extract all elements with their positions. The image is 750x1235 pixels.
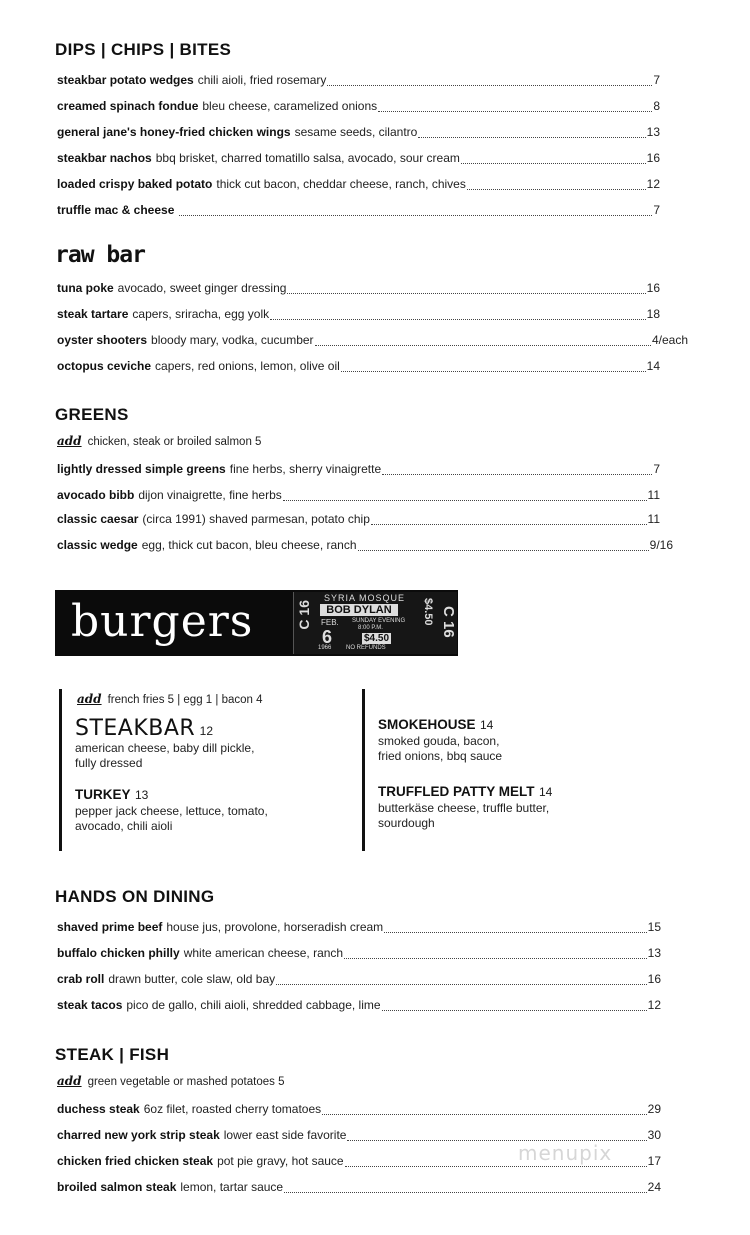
item-desc: house jus, provolone, horseradish cream <box>166 920 384 934</box>
item-desc: bbq brisket, charred tomatillo salsa, avocado, sour cream <box>155 151 460 165</box>
item-name: creamed spinach fondue <box>57 99 199 113</box>
burger-steakbar <box>75 716 254 771</box>
menu-item-row <box>57 1154 661 1170</box>
item-price: 9/16 <box>649 538 673 552</box>
menu-item-row <box>57 99 660 115</box>
item-price: 11 <box>647 488 660 502</box>
item-price: 7 <box>653 203 660 217</box>
dot-leader <box>284 1192 647 1193</box>
item-price: 15 <box>647 920 661 934</box>
menu-item-row <box>57 946 661 962</box>
dot-leader <box>179 215 652 216</box>
dot-leader <box>287 293 645 294</box>
item-desc: bleu cheese, caramelized onions <box>202 99 378 113</box>
menu-item-row <box>57 151 660 167</box>
item-price: 7 <box>653 462 660 476</box>
item-desc: fine herbs, sherry vinaigrette <box>229 462 382 476</box>
item-price: 4/each <box>651 333 688 347</box>
menu-item-row <box>57 333 688 349</box>
item-price: 13 <box>647 946 661 960</box>
item-price: 16 <box>647 972 661 986</box>
dot-leader <box>382 474 652 475</box>
add-label: add <box>77 692 102 706</box>
dot-leader <box>382 1010 647 1011</box>
burger-desc: fried onions, bbq sauce <box>378 749 503 763</box>
item-price: 13 <box>646 125 660 139</box>
dot-leader <box>378 111 652 112</box>
item-price: 17 <box>647 1154 661 1168</box>
item-price: 30 <box>647 1128 661 1142</box>
item-name: shaved prime beef <box>57 920 163 934</box>
burger-desc: avocado, chili aioli <box>75 819 173 833</box>
burger-name: TURKEY <box>75 787 131 802</box>
burger-price: 13 <box>134 788 149 802</box>
item-name: classic caesar <box>57 512 139 526</box>
menu-item-row <box>57 538 673 554</box>
ticket-venue: SYRIA MOSQUE <box>324 593 406 603</box>
menu-item-row <box>57 920 661 936</box>
item-name: crab roll <box>57 972 105 986</box>
item-price: 12 <box>647 998 661 1012</box>
item-name: steakbar potato wedges <box>57 73 194 87</box>
menu-item-row <box>57 998 661 1014</box>
item-price: 29 <box>647 1102 661 1116</box>
item-desc: lower east side favorite <box>223 1128 347 1142</box>
item-name: steak tartare <box>57 307 129 321</box>
dot-leader <box>341 371 646 372</box>
dot-leader <box>322 1114 647 1115</box>
burger-desc: fully dressed <box>75 756 143 770</box>
menu-item-row <box>57 73 660 89</box>
menu-item-row <box>57 1102 661 1118</box>
dot-leader <box>371 524 647 525</box>
menu-item-row <box>57 462 660 478</box>
burgers-mid-rule <box>362 689 365 851</box>
burger-name: SMOKEHOUSE <box>378 717 476 732</box>
ticket-evening: SUNDAY EVENING <box>352 618 406 624</box>
ticket-day: 6 <box>322 627 333 647</box>
menu-item-row <box>57 488 660 504</box>
item-name: octopus ceviche <box>57 359 152 373</box>
burger-price: 14 <box>538 785 553 799</box>
menu-item-row <box>57 972 661 988</box>
item-name: buffalo chicken philly <box>57 946 180 960</box>
burger-desc: sourdough <box>378 816 435 830</box>
dot-leader <box>327 85 652 86</box>
menu-item-row <box>57 307 660 323</box>
item-desc: white american cheese, ranch <box>183 946 344 960</box>
dot-leader <box>315 345 651 346</box>
menu-item-row <box>57 359 660 375</box>
burger-desc: smoked gouda, bacon, <box>378 734 500 748</box>
item-name: charred new york strip steak <box>57 1128 220 1142</box>
burger-desc: pepper jack cheese, lettuce, tomato, <box>75 804 268 818</box>
item-desc: pot pie gravy, hot sauce <box>217 1154 344 1168</box>
item-name: truffle mac & cheese <box>57 203 175 217</box>
burger-price: 12 <box>199 724 214 738</box>
item-price: 7 <box>653 73 660 87</box>
ticket-refund: NO REFUNDS <box>346 645 386 651</box>
item-name: general jane's honey-fried chicken wings <box>57 125 291 139</box>
item-name: classic wedge <box>57 538 138 552</box>
item-name: oyster shooters <box>57 333 148 347</box>
menu-item-row <box>57 281 660 297</box>
item-price: 14 <box>646 359 660 373</box>
burger-name: STEAKBAR <box>75 716 196 741</box>
dot-leader <box>344 958 647 959</box>
burger-price: 14 <box>479 718 494 732</box>
item-desc: bloody mary, vodka, cucumber <box>151 333 314 347</box>
ticket-price-stub: $4.50 <box>422 598 434 626</box>
item-name: chicken fried chicken steak <box>57 1154 214 1168</box>
section-title-hands-on-dining: HANDS ON DINING <box>55 887 215 906</box>
item-name: duchess steak <box>57 1102 140 1116</box>
burgers-banner <box>55 590 458 656</box>
add-label: add <box>57 1074 82 1088</box>
item-desc: egg, thick cut bacon, bleu cheese, ranch <box>141 538 357 552</box>
ticket-price: $4.50 <box>364 633 390 644</box>
item-price: 24 <box>647 1180 661 1194</box>
burger-turkey <box>75 786 268 834</box>
item-desc: 6oz filet, roasted cherry tomatoes <box>143 1102 322 1116</box>
burgers-left-rule <box>59 689 62 851</box>
add-label: add <box>57 434 82 448</box>
item-desc: avocado, sweet ginger dressing <box>117 281 287 295</box>
section-title-dips: DIPS | CHIPS | BITES <box>55 40 232 59</box>
dot-leader <box>270 319 646 320</box>
item-price: 18 <box>646 307 660 321</box>
ticket-seat: C 16 <box>296 600 312 630</box>
item-price: 16 <box>646 151 660 165</box>
item-desc: drawn butter, cole slaw, old bay <box>108 972 276 986</box>
item-name: steakbar nachos <box>57 151 152 165</box>
greens-add-line <box>57 434 261 448</box>
burger-name: TRUFFLED PATTY MELT <box>378 784 535 799</box>
dot-leader <box>283 500 647 501</box>
item-name: tuna poke <box>57 281 114 295</box>
item-name: avocado bibb <box>57 488 135 502</box>
ticket-year: 1966 <box>318 645 332 651</box>
item-desc: sesame seeds, cilantro <box>294 125 418 139</box>
burger-desc: butterkäse cheese, truffle butter, <box>378 801 550 815</box>
menu-item-row <box>57 203 660 219</box>
dot-leader <box>461 163 646 164</box>
burgers-add-line <box>77 692 263 706</box>
dot-leader <box>276 984 647 985</box>
menu-item-row <box>57 512 660 528</box>
dot-leader <box>358 550 649 551</box>
dot-leader <box>467 189 646 190</box>
item-desc: chili aioli, fried rosemary <box>197 73 327 87</box>
ticket-seat-stub: C 16 <box>440 606 457 638</box>
item-desc: pico de gallo, chili aioli, shredded cabbage, lime <box>126 998 381 1012</box>
menu-item-row <box>57 125 660 141</box>
item-desc: capers, sriracha, egg yolk <box>132 307 270 321</box>
section-title-raw-bar: raw bar <box>55 242 145 268</box>
burger-smokehouse <box>378 716 502 764</box>
menu-item-row <box>57 177 660 193</box>
burger-desc: american cheese, baby dill pickle, <box>75 741 255 755</box>
item-name: steak tacos <box>57 998 123 1012</box>
item-desc: dijon vinaigrette, fine herbs <box>138 488 282 502</box>
item-price: 11 <box>647 512 660 526</box>
item-desc: (circa 1991) shaved parmesan, potato chip <box>142 512 370 526</box>
section-title-burgers: burgers <box>71 596 254 647</box>
greens-add-text: chicken, steak or broiled salmon 5 <box>87 436 262 448</box>
steak-add-line <box>57 1074 284 1088</box>
burger-patty-melt <box>378 783 552 831</box>
ticket-time: 8:00 P.M. <box>358 625 383 631</box>
ticket-artist: BOB DYLAN <box>320 604 398 616</box>
menu-item-row <box>57 1180 661 1196</box>
dot-leader <box>347 1140 646 1141</box>
item-desc: thick cut bacon, cheddar cheese, ranch, chives <box>216 177 466 191</box>
concert-ticket-image <box>293 592 457 654</box>
dot-leader <box>384 932 646 933</box>
section-title-steak-fish: STEAK | FISH <box>55 1045 170 1064</box>
burgers-add-text: french fries 5 | egg 1 | bacon 4 <box>107 694 263 706</box>
item-name: loaded crispy baked potato <box>57 177 213 191</box>
ticket-month: FEB. <box>321 618 339 627</box>
section-title-greens: GREENS <box>55 405 129 424</box>
steak-add-text: green vegetable or mashed potatoes 5 <box>87 1076 285 1088</box>
item-price: 8 <box>653 99 660 113</box>
item-price: 12 <box>646 177 660 191</box>
item-desc: lemon, tartar sauce <box>180 1180 284 1194</box>
item-price: 16 <box>646 281 660 295</box>
dot-leader <box>418 137 645 138</box>
item-desc: capers, red onions, lemon, olive oil <box>155 359 340 373</box>
watermark: menupix <box>518 1141 613 1165</box>
item-name: lightly dressed simple greens <box>57 462 226 476</box>
menu-item-row <box>57 1128 661 1144</box>
item-name: broiled salmon steak <box>57 1180 177 1194</box>
dot-leader <box>345 1166 647 1167</box>
